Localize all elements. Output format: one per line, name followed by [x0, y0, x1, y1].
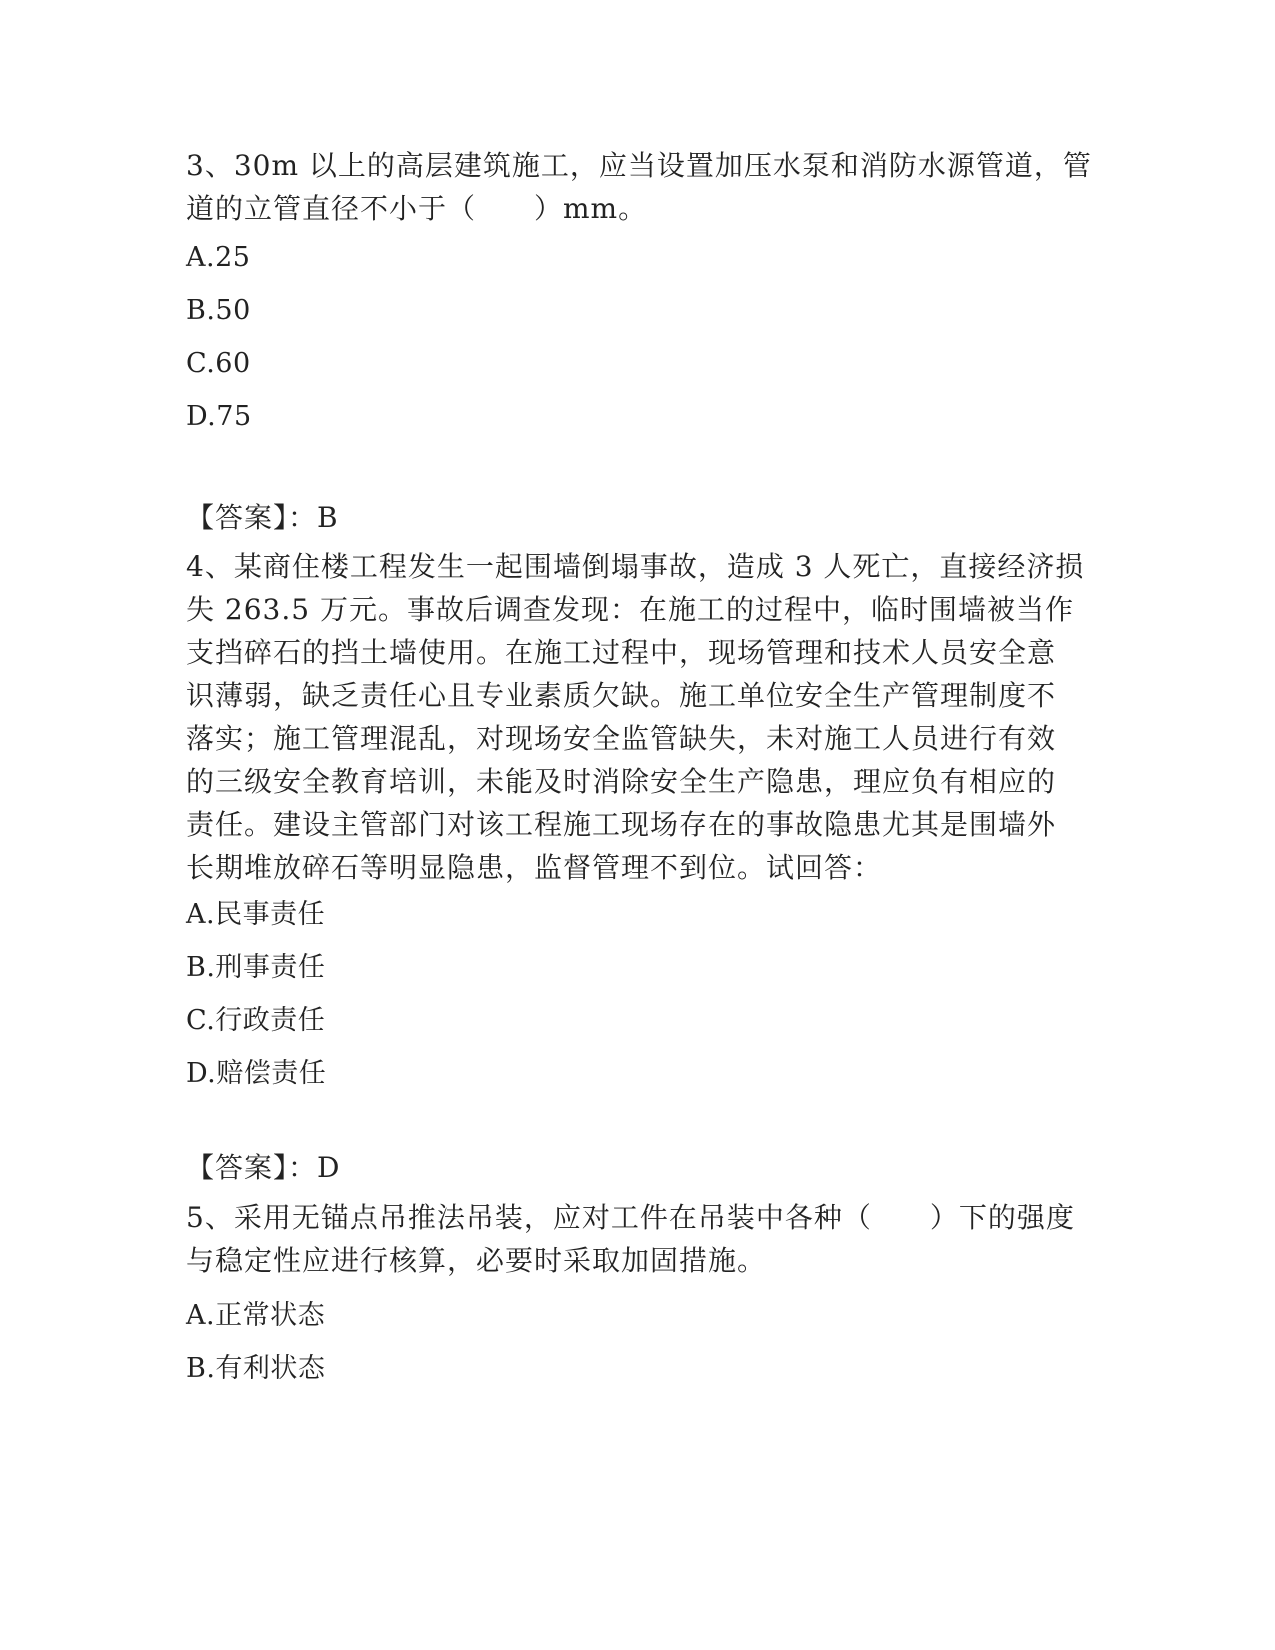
question-4-option-a: A.民事责任	[186, 899, 326, 930]
question-3-line-2: 道的立管直径不小于（ ）mm。	[186, 192, 648, 225]
question-3-option-c: C.60	[186, 348, 251, 379]
question-3-option-d: D.75	[186, 401, 252, 432]
question-5-line-1: 5、采用无锚点吊推法吊装，应对工件在吊装中各种（ ）下的强度	[186, 1201, 1075, 1234]
question-4-line-1: 4、某商住楼工程发生一起围墙倒塌事故，造成 3 人死亡，直接经济损	[186, 550, 1085, 583]
question-4-line-4: 识薄弱，缺乏责任心且专业素质欠缺。施工单位安全生产管理制度不	[186, 679, 1057, 712]
question-5-option-a: A.正常状态	[186, 1300, 326, 1331]
question-4-option-d: D.赔偿责任	[186, 1058, 327, 1089]
question-4-option-c: C.行政责任	[186, 1005, 326, 1036]
question-4-line-7: 责任。建设主管部门对该工程施工现场存在的事故隐患尤其是围墙外	[186, 808, 1057, 841]
question-4-line-5: 落实；施工管理混乱，对现场安全监管缺失，未对施工人员进行有效	[186, 722, 1057, 755]
question-3-option-b: B.50	[186, 295, 251, 326]
question-3-line-1: 3、30m 以上的高层建筑施工，应当设置加压水泵和消防水源管道，管	[186, 149, 1092, 182]
question-5-option-b: B.有利状态	[186, 1353, 326, 1384]
question-4-option-b: B.刑事责任	[186, 952, 326, 983]
question-4-line-3: 支挡碎石的挡土墙使用。在施工过程中，现场管理和技术人员安全意	[186, 636, 1057, 669]
question-5-line-2: 与稳定性应进行核算，必要时采取加固措施。	[186, 1244, 767, 1277]
question-4-line-8: 长期堆放碎石等明显隐患，监督管理不到位。试回答：	[186, 851, 883, 884]
question-4-line-6: 的三级安全教育培训，未能及时消除安全生产隐患，理应负有相应的	[186, 765, 1057, 798]
question-4-line-2: 失 263.5 万元。事故后调查发现：在施工的过程中，临时围墙被当作	[186, 593, 1074, 626]
question-3-answer: 【答案】：B	[186, 501, 339, 534]
question-4-stem	[186, 545, 1086, 889]
question-3-stem	[186, 144, 1092, 230]
question-5-stem	[186, 1196, 1086, 1282]
question-3-option-a: A.25	[186, 242, 251, 273]
question-4-answer: 【答案】：D	[186, 1151, 341, 1184]
